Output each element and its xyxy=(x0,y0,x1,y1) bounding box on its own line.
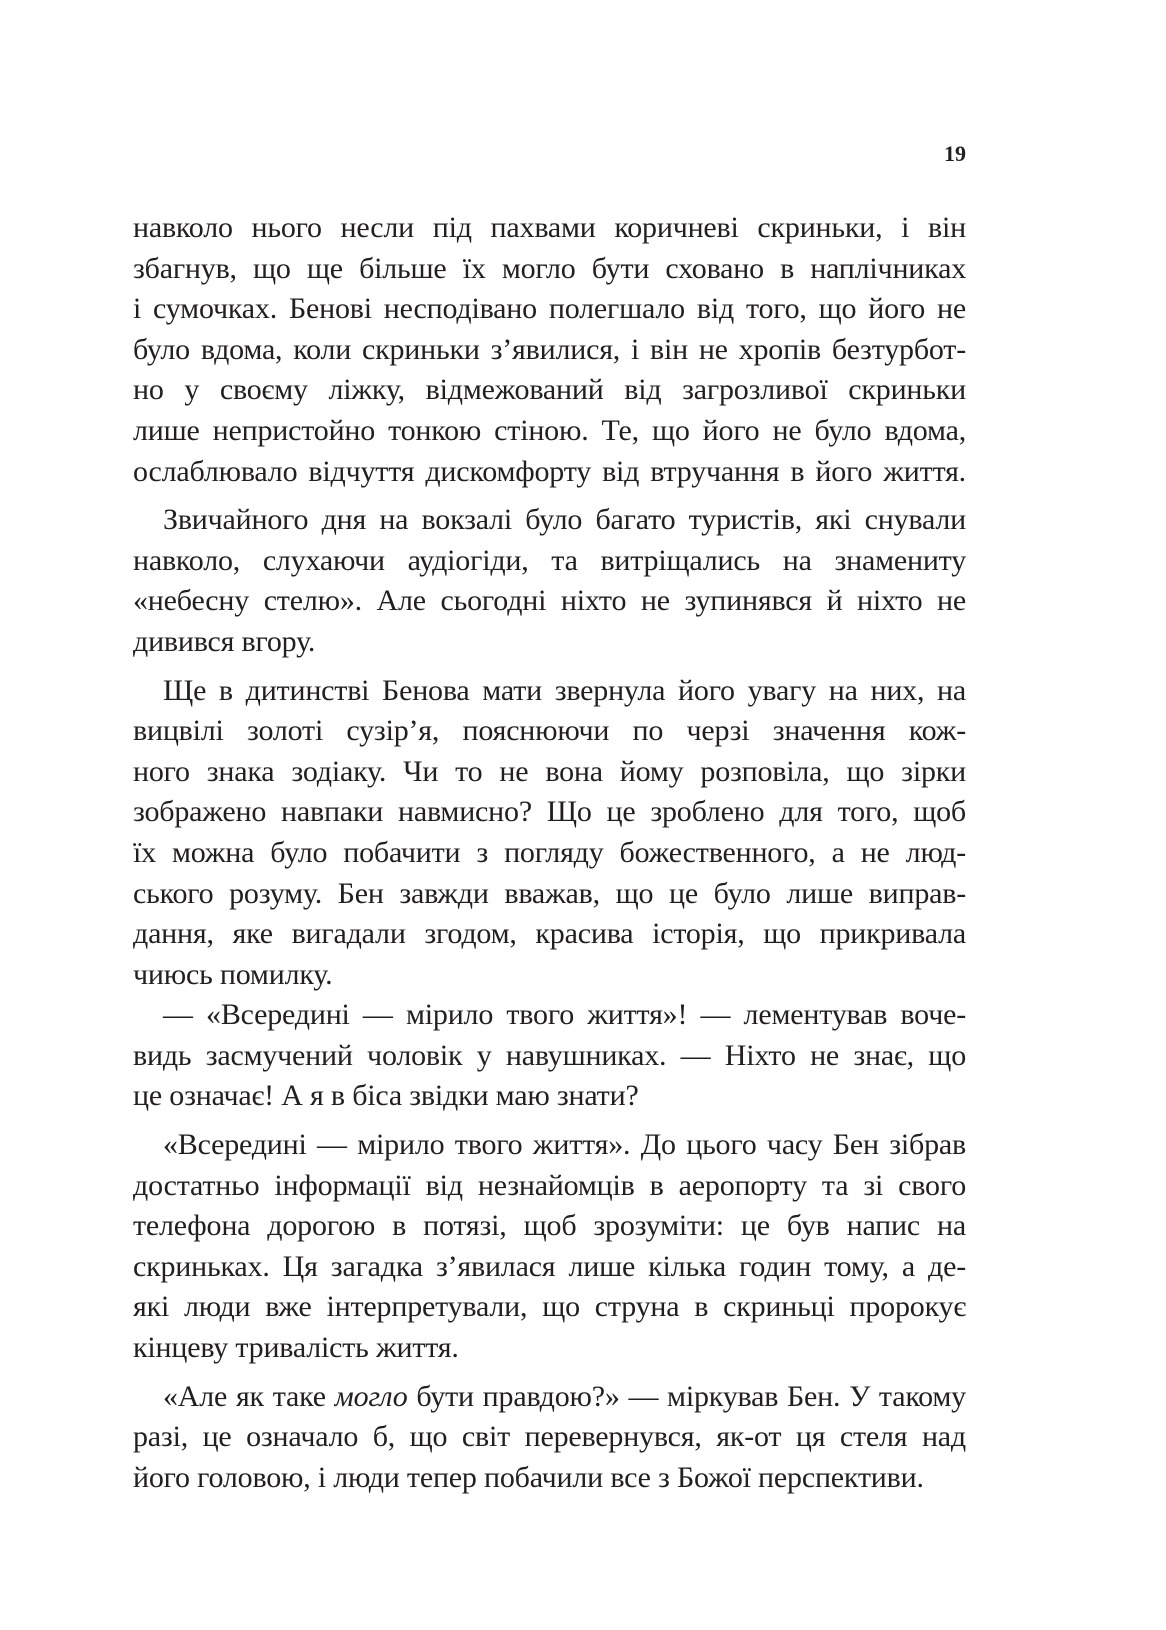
text-line: Звичайного дня на вокзалі було багато туристів, які снували xyxy=(163,503,966,537)
text-line: дання, яке вигадали згодом, красива історія, що прикривала xyxy=(133,917,966,951)
text-line: телефона дорогою в потязі, щоб зрозуміти: це був напис на xyxy=(133,1209,966,1243)
paragraph-gap xyxy=(133,1117,966,1125)
text-fragment: бути правдою?» — міркував Бен. У такому xyxy=(407,1379,966,1413)
text-line: видь засмучений чоловік у навушниках. — Ніхто не знає, що xyxy=(133,1038,966,1072)
text-line: навколо нього несли під пахвами коричневі скриньки, і він xyxy=(133,211,966,244)
text-line: ослаблювало відчуття дискомфорту від втручання в його життя. xyxy=(133,454,966,488)
paragraph-6 xyxy=(133,1377,966,1499)
page-number: 19 xyxy=(944,141,966,166)
text-line: Ще в дитинстві Бенова мати звернула його увагу на них, на xyxy=(163,673,966,707)
paragraph-1 xyxy=(133,208,966,492)
text-line: ного знака зодіаку. Чи то не вона йому розповіла, що зірки xyxy=(133,754,966,788)
text-line: це означає! А я в біса звідки маю знати? xyxy=(133,1079,639,1113)
paragraph-gap xyxy=(133,492,966,500)
text-line: «Всередині — мірило твого життя». До цього часу Бен зібрав xyxy=(163,1128,966,1162)
paragraph-gap xyxy=(133,1369,966,1377)
text-line: — «Всередині — мірило твого життя»! — лементував воче- xyxy=(163,998,966,1032)
text-fragment: «Але як таке xyxy=(163,1379,335,1413)
text-line: кінцеву тривалість життя. xyxy=(133,1331,459,1365)
paragraph-2 xyxy=(133,500,966,662)
italic-word: могло xyxy=(334,1379,408,1413)
text-line: достатньо інформації від незнайомців в аеропорту та зі свого xyxy=(133,1168,966,1202)
paragraph-4-dialogue xyxy=(133,995,966,1117)
text-line: скриньках. Ця загадка з’явилася лише кілька годин тому, а де- xyxy=(133,1249,966,1283)
paragraph-3 xyxy=(133,671,966,996)
text-line: зображено навпаки навмисно? Що це зроблено для того, щоб xyxy=(133,795,966,829)
text-line: ського розуму. Бен завжди вважав, що це було лише виправ- xyxy=(133,876,966,910)
paragraph-5 xyxy=(133,1125,966,1369)
text-line: які люди вже інтерпретували, що струна в скриньці пророкує xyxy=(133,1290,966,1324)
text-line: разі, це означало б, що світ перевернувся, як-от ця стеля над xyxy=(133,1420,966,1454)
text-line: було вдома, коли скриньки з’явилися, і він не хропів безтурбот- xyxy=(133,332,966,366)
text-line: «небесну стелю». Але сьогодні ніхто не зупинявся й ніхто не xyxy=(133,584,966,618)
body-text xyxy=(133,208,966,1498)
text-line: вицвілі золоті сузір’я, пояснюючи по черзі значення кож- xyxy=(133,714,966,748)
text-line: їх можна було побачити з погляду божественного, а не люд- xyxy=(133,835,966,869)
text-line: навколо, слухаючи аудіогіди, та витріщались на знамениту xyxy=(133,543,966,577)
text-line: збагнув, що ще більше їх могло бути сховано в наплічниках xyxy=(133,251,966,285)
text-line: його головою, і люди тепер побачили все з Божої перспективи. xyxy=(133,1460,924,1494)
text-line: і сумочках. Бенові несподівано полегшало від того, що його не xyxy=(133,292,966,326)
text-line-with-italic xyxy=(133,1377,966,1418)
text-line: дивився вгору. xyxy=(133,624,316,658)
text-line: чиюсь помилку. xyxy=(133,957,333,991)
text-line: лише непристойно тонкою стіною. Те, що його не було вдома, xyxy=(133,413,966,447)
paragraph-gap xyxy=(133,663,966,671)
text-line: но у своєму ліжку, відмежований від загрозливої скриньки xyxy=(133,373,966,407)
